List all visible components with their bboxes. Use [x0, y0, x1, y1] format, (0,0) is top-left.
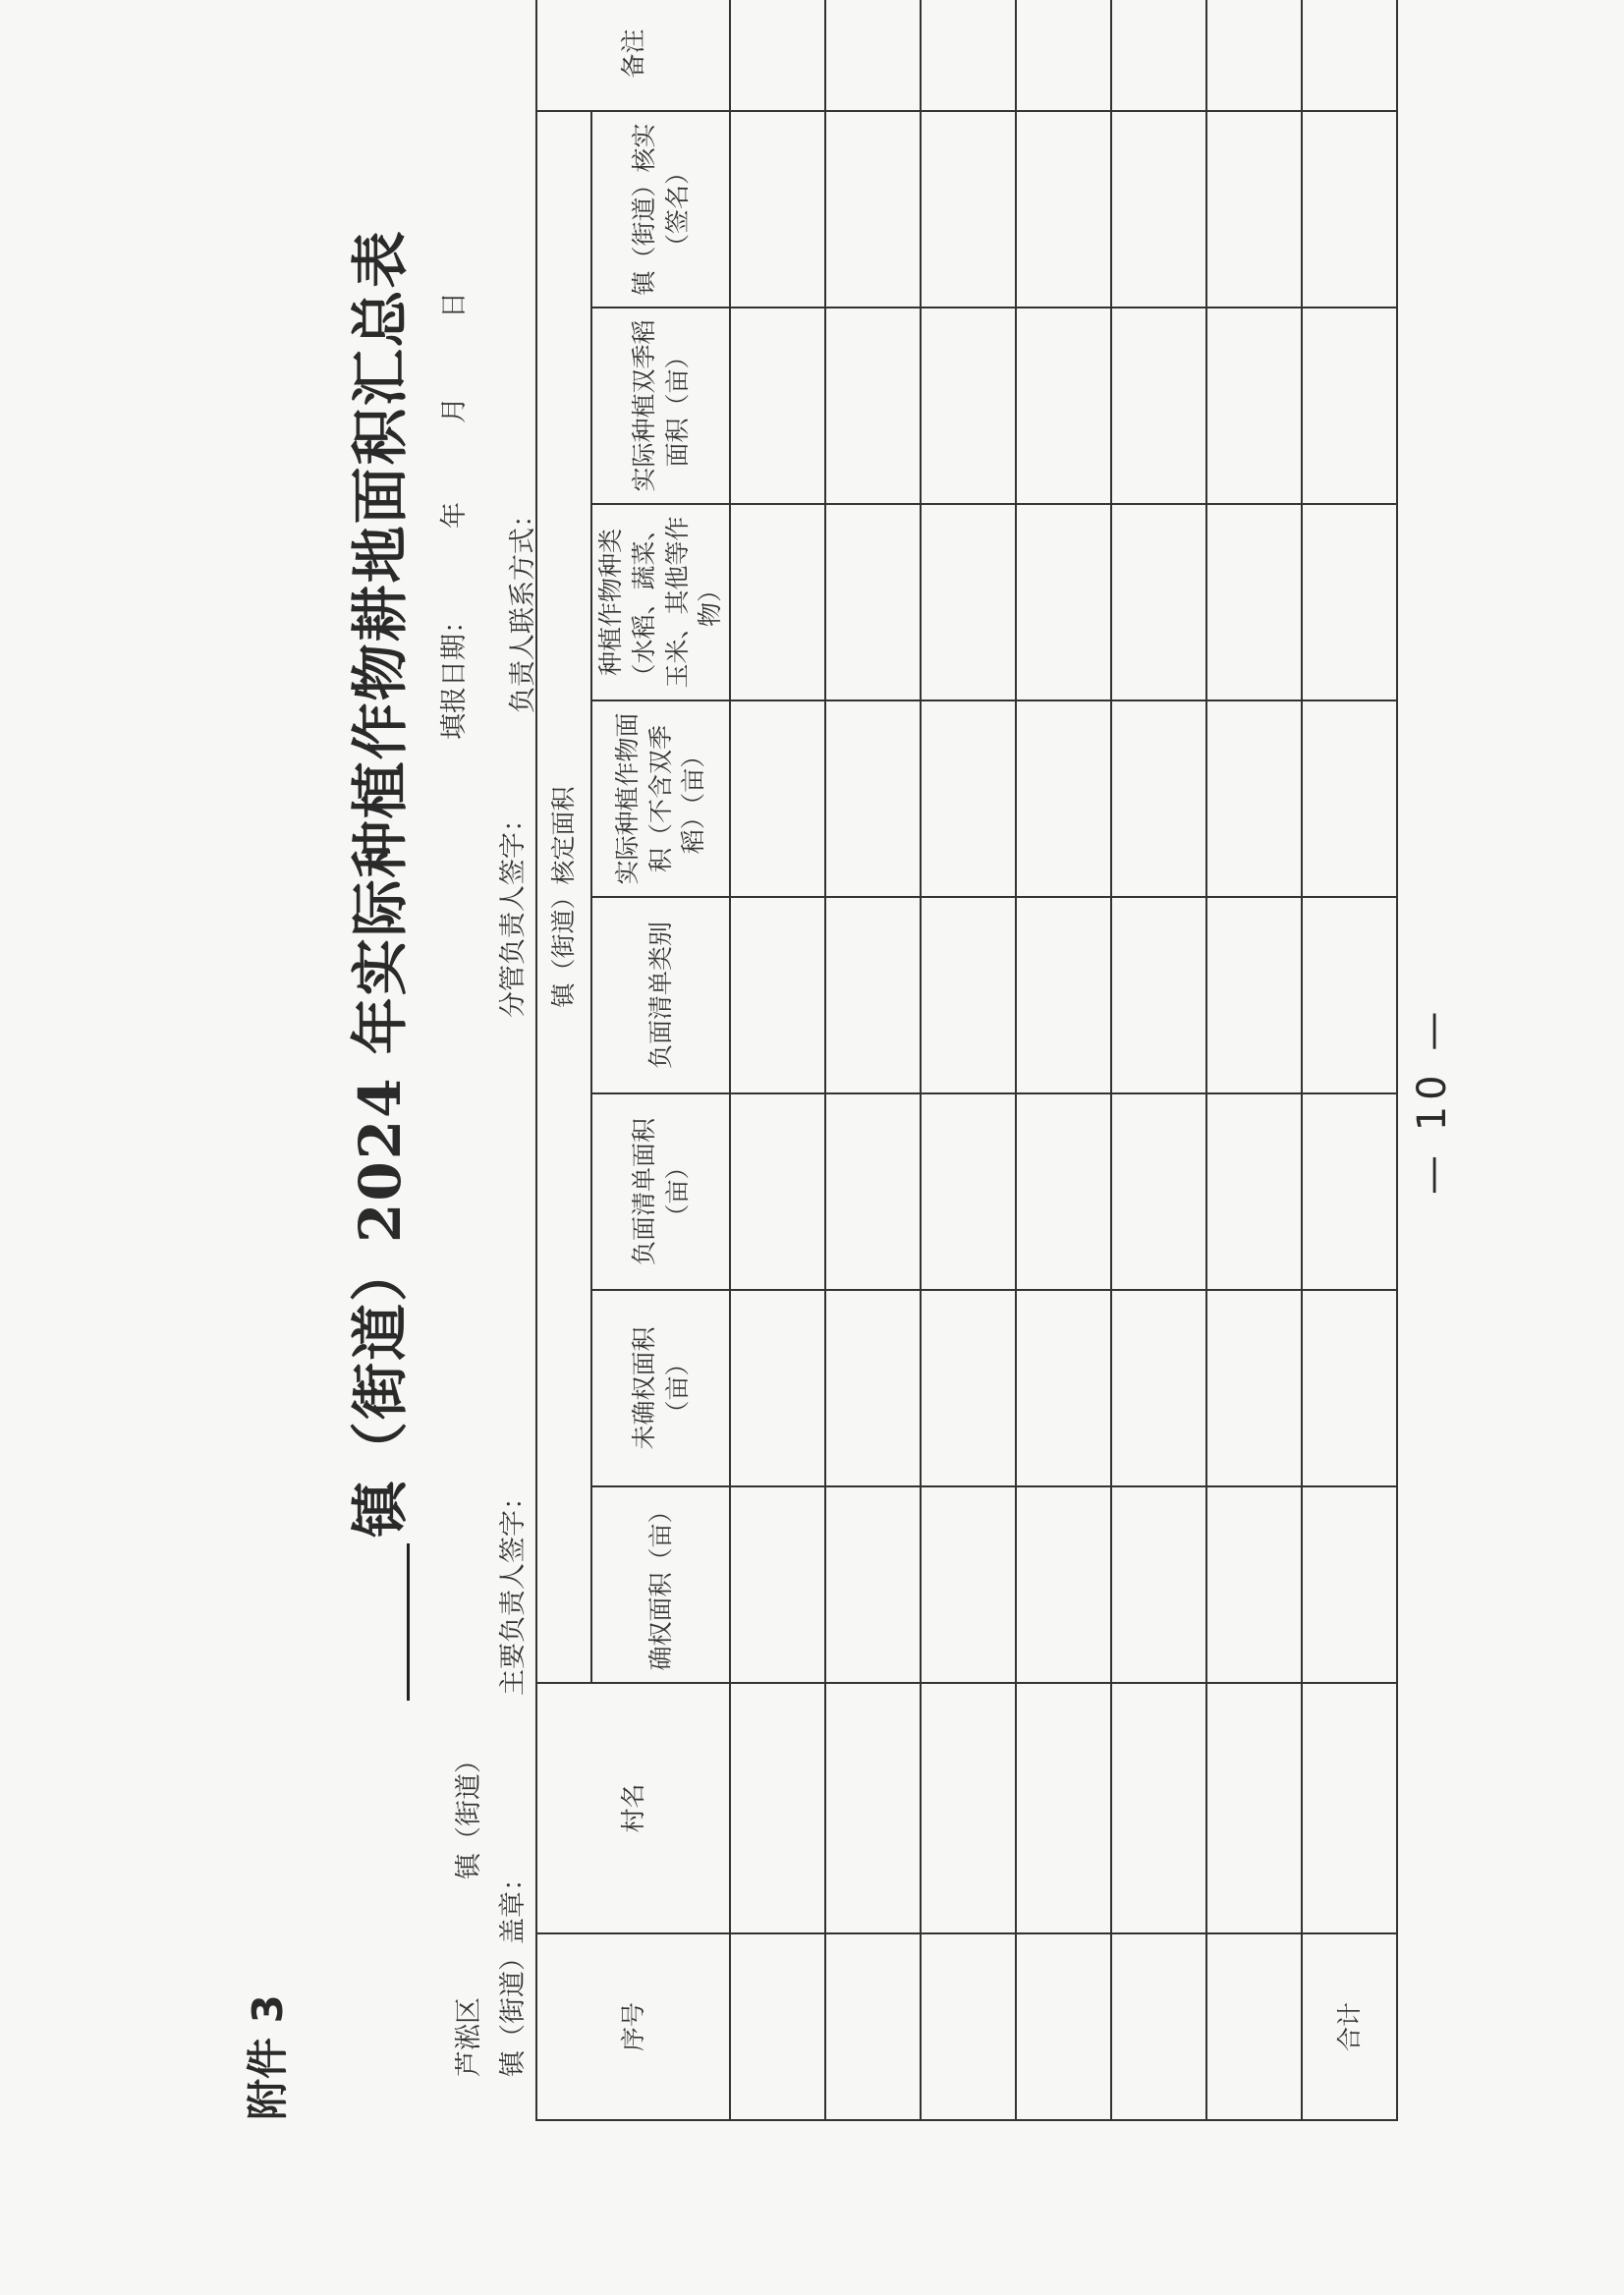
table-cell[interactable]	[921, 308, 1016, 504]
serial-column-header: 序号	[536, 1933, 730, 2120]
table-cell[interactable]	[921, 111, 1016, 308]
sub-column-header: 种植作物种类（水稻、蔬菜、玉米、其他等作物）	[591, 504, 730, 700]
table-cell[interactable]	[1206, 1093, 1302, 1290]
table-cell[interactable]	[1016, 308, 1111, 504]
total-cell[interactable]	[1302, 504, 1397, 700]
table-cell[interactable]	[825, 1683, 921, 1933]
table-cell[interactable]	[730, 1093, 825, 1290]
table-cell[interactable]	[1206, 111, 1302, 308]
district-name: 芦淞区	[454, 1997, 484, 2077]
day-label: 日	[439, 292, 470, 318]
sub-column-header: 确权面积（亩）	[591, 1486, 730, 1683]
main-responsible-sign-field: 主要负责人签字：	[498, 1483, 529, 1696]
page-title	[334, 229, 417, 1701]
table-cell[interactable]	[825, 1093, 921, 1290]
table-row	[1111, 0, 1206, 2120]
verified-area-group-header: 镇（街道）核定面积	[536, 111, 591, 1683]
table-cell[interactable]	[1016, 504, 1111, 700]
table-cell[interactable]	[1206, 1486, 1302, 1683]
table-cell[interactable]	[921, 1683, 1016, 1933]
table-cell[interactable]	[1111, 0, 1206, 111]
table-cell[interactable]	[1111, 1683, 1206, 1933]
table-cell[interactable]	[1206, 0, 1302, 111]
table-cell[interactable]	[1111, 111, 1206, 308]
table-row	[730, 0, 825, 2120]
sub-column-header: 实际种植双季稻面积（亩）	[591, 308, 730, 504]
table-cell[interactable]	[730, 700, 825, 897]
table-cell[interactable]	[921, 0, 1016, 111]
total-cell[interactable]	[1302, 1290, 1397, 1486]
total-cell[interactable]	[1302, 897, 1397, 1093]
sub-column-header: 未确权面积（亩）	[591, 1290, 730, 1486]
sub-column-header: 负面清单面积（亩）	[591, 1093, 730, 1290]
town-suffix: 镇（街道）	[454, 1747, 484, 1879]
table-cell[interactable]	[730, 308, 825, 504]
table-row	[921, 0, 1016, 2120]
table-cell[interactable]	[825, 700, 921, 897]
sub-column-header: 实际种植作物面积（不含双季稻）（亩）	[591, 700, 730, 897]
table-cell[interactable]	[1111, 308, 1206, 504]
table-cell[interactable]	[1206, 1683, 1302, 1933]
table-cell[interactable]	[730, 1683, 825, 1933]
table-cell[interactable]	[825, 0, 921, 111]
table-cell[interactable]	[825, 897, 921, 1093]
table-cell[interactable]	[1016, 700, 1111, 897]
sub-column-header: 负面清单类别	[591, 897, 730, 1093]
table-cell[interactable]	[921, 1290, 1016, 1486]
district-line	[447, 1747, 485, 2077]
table-row	[825, 0, 921, 2120]
table-cell[interactable]	[730, 1290, 825, 1486]
sub-responsible-sign-field: 分管负责人签字：	[498, 806, 529, 1018]
table-cell[interactable]	[1016, 1093, 1111, 1290]
table-cell[interactable]	[921, 504, 1016, 700]
contact-field: 负责人联系方式：	[508, 501, 538, 713]
table-cell[interactable]	[1111, 1290, 1206, 1486]
table-cell[interactable]	[825, 504, 921, 700]
table-cell[interactable]	[1206, 897, 1302, 1093]
table-row	[1206, 0, 1302, 2120]
attachment-label: 附件 3	[244, 1994, 292, 2120]
table-cell[interactable]	[1206, 700, 1302, 897]
table-cell[interactable]	[1111, 1933, 1206, 2120]
table-cell[interactable]	[921, 897, 1016, 1093]
total-cell[interactable]	[1302, 700, 1397, 897]
table-cell[interactable]	[1016, 897, 1111, 1093]
table-cell[interactable]	[1016, 1933, 1111, 2120]
total-cell[interactable]	[1302, 0, 1397, 111]
fill-date-label: 填报日期：	[439, 607, 470, 740]
table-cell[interactable]	[825, 1290, 921, 1486]
summary-table	[535, 0, 1398, 2121]
table-row	[1016, 0, 1111, 2120]
village-column-header: 村名	[536, 1683, 730, 1933]
table-cell[interactable]	[730, 897, 825, 1093]
total-label: 合计	[1302, 1933, 1397, 2120]
table-cell[interactable]	[1111, 700, 1206, 897]
year-label: 年	[439, 502, 470, 529]
table-cell[interactable]	[825, 308, 921, 504]
total-cell[interactable]	[1302, 1486, 1397, 1683]
month-label: 月	[439, 397, 470, 423]
table-cell[interactable]	[1206, 1933, 1302, 2120]
table-header-row-1	[536, 0, 591, 2120]
total-row	[1302, 0, 1397, 2120]
fill-date-field	[432, 292, 471, 740]
table-cell[interactable]	[921, 1093, 1016, 1290]
table-cell[interactable]	[1111, 1093, 1206, 1290]
total-cell[interactable]	[1302, 308, 1397, 504]
sub-column-header: 镇（街道）核实（签名）	[591, 111, 730, 308]
table-body	[730, 0, 1397, 2120]
table-cell[interactable]	[1016, 1486, 1111, 1683]
table-cell[interactable]	[1016, 1290, 1111, 1486]
table-cell[interactable]	[1016, 1683, 1111, 1933]
table-cell[interactable]	[1206, 504, 1302, 700]
table-cell[interactable]	[825, 1933, 921, 2120]
table-cell[interactable]	[1206, 308, 1302, 504]
table-cell[interactable]	[1206, 1290, 1302, 1486]
table-cell[interactable]	[730, 111, 825, 308]
table-cell[interactable]	[730, 1933, 825, 2120]
total-cell[interactable]	[1302, 1093, 1397, 1290]
table-cell[interactable]	[921, 1486, 1016, 1683]
title-text: 镇（街道）2024 年实际种植作物耕地面积汇总表	[347, 229, 414, 1538]
table-cell[interactable]	[1111, 897, 1206, 1093]
total-cell[interactable]	[1302, 1683, 1397, 1933]
title-blank-line	[362, 1543, 410, 1701]
table-cell[interactable]	[1016, 111, 1111, 308]
table-cell[interactable]	[1016, 0, 1111, 111]
table-cell[interactable]	[1111, 1486, 1206, 1683]
total-cell[interactable]	[1302, 111, 1397, 308]
seal-field: 镇（街道）盖章：	[498, 1865, 529, 2077]
remarks-column-header: 备注	[536, 0, 730, 111]
table-cell[interactable]	[730, 504, 825, 700]
table-cell[interactable]	[921, 1933, 1016, 2120]
table-cell[interactable]	[825, 1486, 921, 1683]
page-number: — 10 —	[1410, 1005, 1455, 1195]
table-cell[interactable]	[730, 0, 825, 111]
table-cell[interactable]	[730, 1486, 825, 1683]
table-cell[interactable]	[825, 111, 921, 308]
table-cell[interactable]	[921, 700, 1016, 897]
table-cell[interactable]	[1111, 504, 1206, 700]
